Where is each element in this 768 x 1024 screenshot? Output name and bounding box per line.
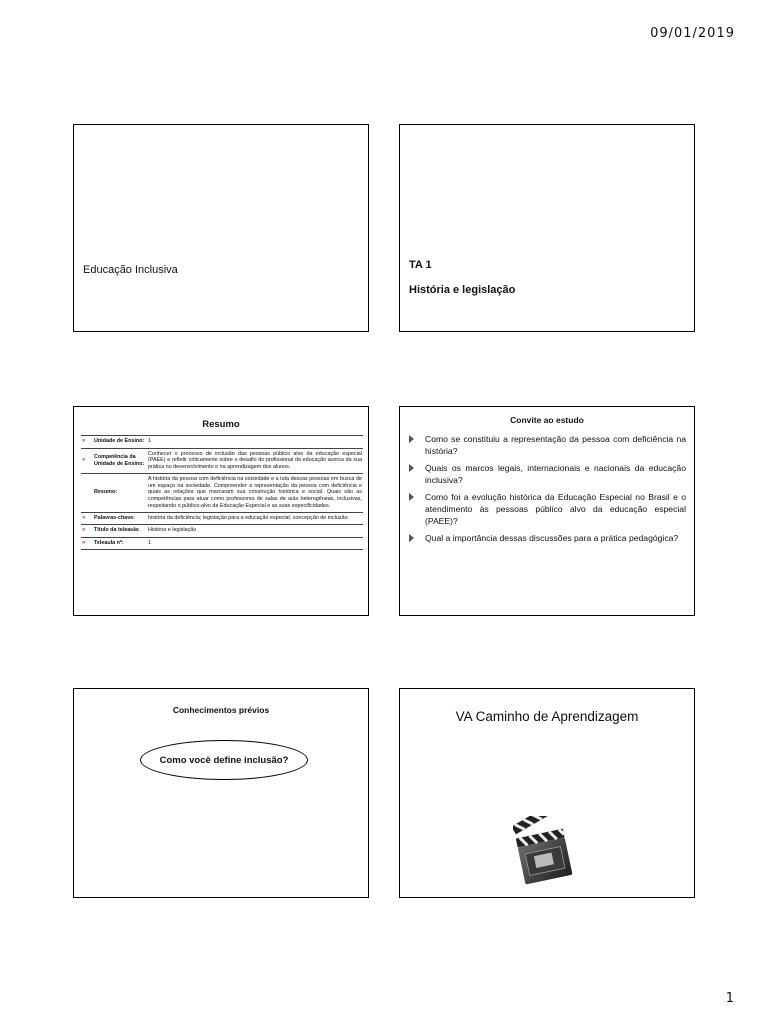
question-text: Quais os marcos legais, internacionais e nacionais da educação inclusiva? (425, 462, 686, 486)
slide-title: Educação Inclusiva (83, 264, 178, 276)
slide-title: TA 1 (409, 259, 432, 271)
row-value: 1 (147, 436, 363, 449)
table-row (81, 473, 363, 512)
slide-convite-ao-estudo (399, 406, 695, 616)
row-marker: » (81, 525, 93, 538)
row-label: Resumo: (93, 473, 147, 512)
row-value: 1 (147, 537, 363, 550)
bullet-arrow-icon (409, 534, 414, 542)
row-marker: » (81, 512, 93, 525)
question-ellipse (140, 740, 308, 780)
slide-conhecimentos-previos (73, 688, 369, 898)
question-list (408, 433, 686, 548)
question-text: Como você define inclusão? (159, 754, 289, 766)
row-label: Palavras-chave: (93, 512, 147, 525)
bullet-arrow-icon (409, 435, 414, 443)
row-marker: » (81, 436, 93, 449)
slide-subtitle: História e legislação (409, 284, 516, 296)
row-marker: » (81, 537, 93, 550)
bullet-arrow-icon (409, 464, 414, 472)
table-row (81, 436, 363, 449)
table-row (81, 512, 363, 525)
row-marker (81, 473, 93, 512)
table-row (81, 448, 363, 473)
slide-heading: Resumo (202, 419, 240, 430)
row-label: Competência da Unidade de Ensino: (93, 448, 147, 473)
question-text: Como foi a evolução histórica da Educação Especial no Brasil e o atendimento às pessoas público alvo da educação especial (PAEE)? (425, 491, 686, 527)
row-label: Título da teleaula: (93, 525, 147, 538)
page-number: 1 (725, 991, 734, 1006)
clapperboard-icon (513, 816, 575, 886)
slide-title: VA Caminho de Aprendizagem (455, 709, 639, 724)
row-label: Unidade de Ensino: (93, 436, 147, 449)
list-item (408, 532, 686, 544)
row-value: História e legislação (147, 525, 363, 538)
question-text: Como se constituiu a representação da pessoa com deficiência na história? (425, 434, 686, 457)
table-row (81, 525, 363, 538)
list-item (408, 491, 686, 528)
row-label: Teleaula nº: (93, 537, 147, 550)
page-date: 09/01/2019 (650, 26, 735, 41)
slide-educacao-inclusiva (73, 124, 369, 332)
row-marker: » (81, 448, 93, 473)
question-text: Qual a importância dessas discussões para a prática pedagógica? (425, 532, 679, 543)
row-value: Conhecer o processo de inclusão das pessoas público alvo da educação especial (PAEE) e refletir criticamente sobre o desafio do profissional da educação acerca da sua prática no desenvolvimento e na aprendizagem dos alunos. (147, 448, 363, 473)
slide-heading: Conhecimentos prévios (172, 705, 270, 715)
bullet-arrow-icon (409, 493, 414, 501)
table-row (81, 537, 363, 550)
slide-caminho-aprendizagem (399, 688, 695, 898)
slide-heading: Convite ao estudo (510, 415, 584, 425)
resumo-table (81, 435, 363, 550)
slide-resumo (73, 406, 369, 616)
row-value: história da deficiência; legislação para a educação especial; concepção de inclusão (147, 512, 363, 525)
slide-ta1 (399, 124, 695, 332)
list-item (408, 433, 686, 458)
row-value: A história da pessoa com deficiência na sociedade e a luta dessas pessoas em busca de um espaço na sociedade. Compreender a representação da pessoa com deficiência e quais as relações que marcaram sua construção histórica e social. Quais são as competências para atuar como professores de salas de aula heterogêneas, inclusivas, respeitando o público-alvo da Educação Especial e as suas especificidades. (147, 473, 363, 512)
list-item (408, 462, 686, 487)
